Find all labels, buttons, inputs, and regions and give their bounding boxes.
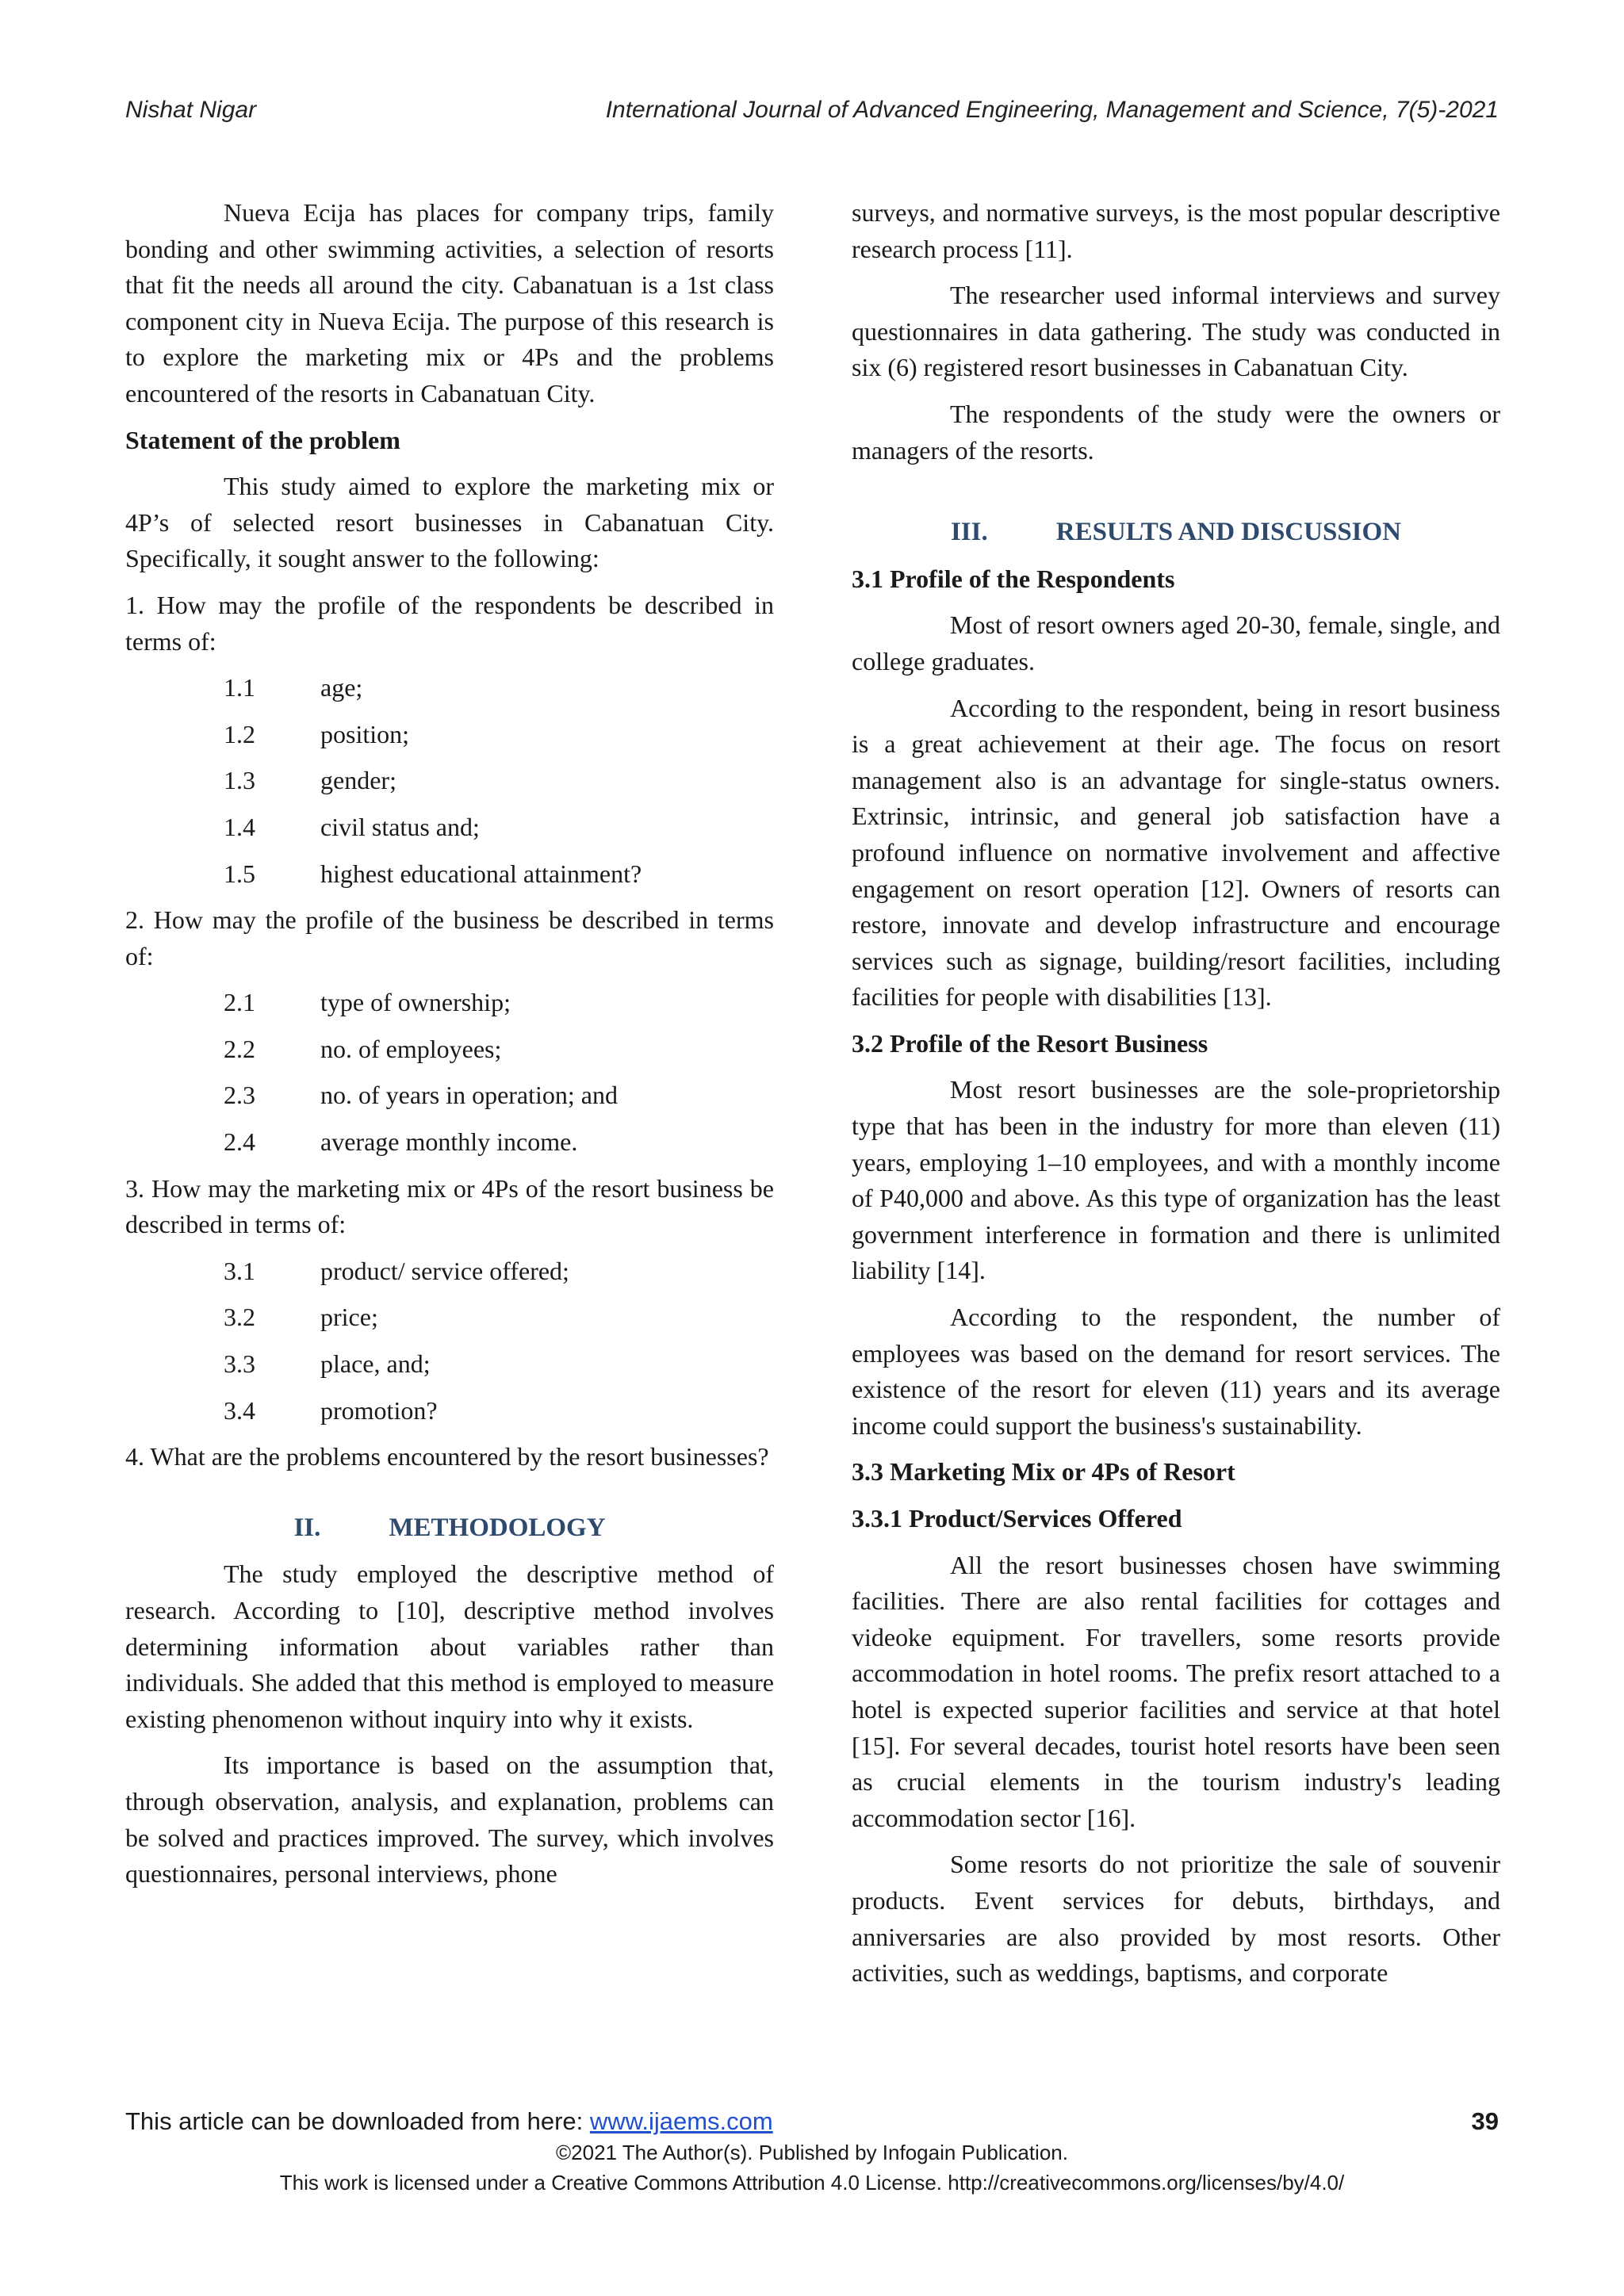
section-3-3-1-paragraph-2: Some resorts do not prioritize the sale of souvenir products. Event services for debuts, birthdays, and anniversaries are also provided by most resorts. Other activities, such as weddings, baptisms, and corporate	[852, 1850, 1500, 1988]
list-item: 1.3 gender;	[224, 766, 396, 795]
download-text: This article can be downloaded from here:	[125, 2107, 590, 2135]
methodology-paragraph-2: Its importance is based on the assumption that, through observation, analysis, and explanation, problems can be solved and practices improved. The survey, which involves questionnaires, personal interviews, phone	[125, 1751, 774, 1888]
journal-link[interactable]: www.ijaems.com	[589, 2107, 773, 2135]
statement-of-problem-text: This study aimed to explore the marketing mix or 4P’s of selected resort businesses in Cabanatuan City. Specifically, it sought answer to the following:	[125, 472, 774, 573]
header-journal: International Journal of Advanced Engineering, Management and Science, 7(5)-2021	[605, 97, 1499, 123]
list-item: 1.1 age;	[224, 673, 363, 702]
section-3-2-paragraph-1: Most resort businesses are the sole-proprietorship type that has been in the industry for more than eleven (11) years, employing 1–10 employees, and with a monthly income of P40,000 and above. As this type of organization has the least government interference in formation and there is unlimited liability [14].	[852, 1075, 1500, 1285]
footer-license: This work is licensed under a Creative Commons Attribution 4.0 License. http://creativecommons.org/licenses/by/4.0/	[279, 2171, 1345, 2195]
section-3-3-1-heading: 3.3.1 Product/Services Offered	[852, 1504, 1182, 1533]
section-3-1-paragraph-1: Most of resort owners aged 20-30, female, single, and college graduates.	[852, 610, 1500, 675]
list-item: 2.4 average monthly income.	[224, 1127, 578, 1157]
methodology-heading: II. METHODOLOGY	[293, 1513, 606, 1542]
footer-copyright: ©2021 The Author(s). Published by Infogain Publication.	[556, 2141, 1068, 2164]
results-heading: III. RESULTS AND DISCUSSION	[950, 518, 1402, 547]
left-column	[125, 195, 774, 1892]
question-4: 4. What are the problems encountered by the resort businesses?	[125, 1442, 769, 1471]
question-2: 2. How may the profile of the business be described in terms of:	[125, 905, 774, 970]
list-item: 2.1 type of ownership;	[224, 988, 511, 1017]
list-item: 3.4 promotion?	[224, 1395, 438, 1425]
statement-of-problem-heading: Statement of the problem	[125, 425, 400, 454]
right-column	[852, 195, 1500, 1992]
list-item: 3.1 product/ service offered;	[224, 1256, 569, 1285]
intro-paragraph: Nueva Ecija has places for company trips, family bonding and other swimming activities, a selection of resorts that fit the needs all around the city. Cabanatuan is a 1st class component city in Nueva Ecija. The purpose of this research is to explore the marketing mix or 4Ps and the problems encountered of the resorts in Cabanatuan City.	[125, 198, 774, 408]
list-item: 1.4 civil status and;	[224, 812, 480, 841]
page-number: 39	[1471, 2107, 1499, 2135]
list-item: 2.3 no. of years in operation; and	[224, 1081, 618, 1110]
respondents-paragraph: The respondents of the study were the owners or managers of the resorts.	[852, 399, 1500, 465]
section-3-1-paragraph-2: According to the respondent, being in resort business is a great achievement at their age. The focus on resort management also is an advantage for single-status owners. Extrinsic, intrinsic, and general job satisfaction have a profound influence on normative involvement and affective engagement on resort operation [12]. Owners of resorts can restore, innovate and develop infrastructure and encourage services such as signage, building/resort facilities, including facilities for people with disabilities [13].	[852, 693, 1500, 1012]
section-3-2-heading: 3.2 Profile of the Resort Business	[852, 1028, 1208, 1058]
question-3: 3. How may the marketing mix or 4Ps of the resort business be described in terms of:	[125, 1173, 774, 1239]
continued-paragraph: surveys, and normative surveys, is the most popular descriptive research process [11].	[852, 198, 1500, 263]
interviews-paragraph: The researcher used informal interviews and survey questionnaires in data gathering. The study was conducted in six (6) registered resort businesses in Cabanatuan City.	[852, 281, 1500, 382]
section-3-1-heading: 3.1 Profile of the Respondents	[852, 564, 1175, 593]
section-3-2-paragraph-2: According to the respondent, the number of employees was based on the demand for resort services. The existence of the resort for eleven (11) years and its average income could support the business's sustainability.	[852, 1303, 1500, 1440]
header-author: Nishat Nigar	[125, 97, 257, 123]
list-item: 3.2 price;	[224, 1303, 378, 1332]
list-item: 2.2 no. of employees;	[224, 1034, 502, 1063]
section-3-3-heading: 3.3 Marketing Mix or 4Ps of Resort	[852, 1457, 1235, 1487]
list-item: 3.3 place, and;	[224, 1349, 431, 1379]
list-item: 1.2 position;	[224, 719, 410, 748]
running-header	[125, 97, 1499, 124]
methodology-paragraph-1: The study employed the descriptive method of research. According to [10], descriptive method involves determining information about variables rather than individuals. She added that this method is employed to measure existing phenomenon without inquiry into why it exists.	[125, 1559, 774, 1733]
list-item: 1.5 highest educational attainment?	[224, 859, 642, 888]
question-1: 1. How may the profile of the respondents be described in terms of:	[125, 590, 774, 656]
footer-download-line	[125, 2107, 1499, 2136]
section-3-3-1-paragraph-1: All the resort businesses chosen have swimming facilities. There are also rental facilities for cottages and videoke equipment. For travellers, some resorts provide accommodation in hotel rooms. The prefix resort attached to a hotel is expected superior facilities and service at that hotel [15]. For several decades, tourist hotel resorts have been seen as crucial elements in the tourism industry's leading accommodation sector [16].	[852, 1550, 1500, 1832]
